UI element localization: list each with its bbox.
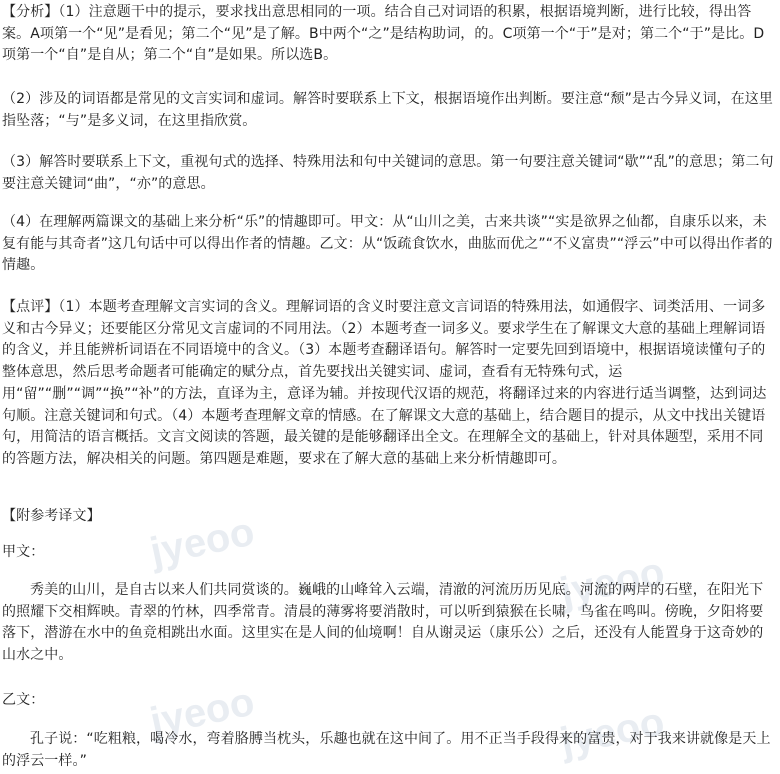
analysis-paragraph-4: （4）在理解两篇课文的基础上来分析“乐”的情趣即可。甲文：从“山川之美，古来共谈”“实是欲界之仙都，自康乐以来，未复有能与其奇者”这几句话中可以得出作者的情趣。乙文：从“饭疏食饮水，曲肱而优之”“不义富贵”“浮云”中可以得出作者的情趣。 (2, 214, 773, 273)
watermark: jyeoo (556, 699, 669, 765)
comment-paragraph-2: 用“留”“删”“调”“换”“补”的方法，直译为主，意译为辅。并按现代汉语的规范，将翻译过来的内容进行适当调整，达到词达句顺。注意关键词和句式。（4）本题考查理解文章的情感。在了解课文大意的基础上，结合题目的提示，从文中找出关键语句，用简洁的语言概括。文言文阅读的答题，最关键的是能够翻译出全文。在理解全文的基础上，针对具体题型，采用不同的答题方法，解决相关的问题。第四题是难题，要求在了解大意的基础上来分析情趣即可。 (2, 386, 767, 467)
analysis-paragraph-1: 【分析】（1）注意题干中的提示，要求找出意思相同的一项。结合自己对词语的积累，根据语境判断，进行比较，得出答案。A项第一个“见”是看见；第二个“见”是了解。B中两个“之”是结构助词，的。C项第一个“于”是对；第二个“于”是比。D项第一个“自”是自从；第二个“自”是如果。所以选B。 (2, 4, 765, 63)
analysis-paragraph-3: （3）解答时要联系上下文，重视句式的选择、特殊用法和句中关键词的意思。第一句要注意关键词“歇”“乱”的意思；第二句要注意关键词“曲”，“亦”的意思。 (2, 154, 774, 192)
comment-paragraph-1: 【点评】（1）本题考查理解文言实词的含义。理解词语的含义时要注意文言词语的特殊用法，如通假字、词类活用、一词多义和古今异义；还要能区分常见文言虚词的不同用法。（2）本题考查一词多义。要求学生在了解课文大意的基础上理解词语的含义，并且能辨析词语在不同语境中的含义。（3）本题考查翻译语句。解答时一定要先回到语境中，根据语境读懂句子的整体意思，然后思考命题者可能确定的赋分点，首先要找出关键实词、虚词，查看有无特殊句式，运 (2, 299, 766, 380)
jia-label: 甲文： (2, 544, 45, 560)
yi-translation: 孔子说：“吃粗粮，喝冷水，弯着胳膊当枕头，乐趣也就在这中间了。用不正当手段得来的富贵，对于我来讲就像是天上的浮云一样。” (2, 731, 771, 769)
watermark: jyeoo (146, 679, 259, 745)
yi-label: 乙文： (2, 692, 45, 708)
analysis-paragraph-2: （2）涉及的词语都是常见的文言实词和虚词。解答时要联系上下文，根据语境作出判断。要注意“颓”是古今异义词，在这里指坠落；“与”是多义词，在这里指欣赏。 (2, 91, 774, 129)
translation-header: 【附参考译文】 (2, 508, 101, 524)
watermark: jyeoo (556, 549, 669, 615)
watermark: jyeoo (146, 509, 259, 575)
jia-translation: 秀美的山川，是自古以来人们共同赏谈的。巍峨的山峰耸入云端，清澈的河流历历见底。河流的两岸的石壁，在阳光下的照耀下交相辉映。青翠的竹林，四季常青。清晨的薄雾将要消散时，可以听到猿猴在长啸，鸟雀在鸣叫。傍晚，夕阳将要落下，潜游在水中的鱼竞相跳出水面。这里实在是人间的仙境啊！自从谢灵运（康乐公）之后，还没有人能置身于这奇妙的山水之中。 (2, 582, 764, 663)
